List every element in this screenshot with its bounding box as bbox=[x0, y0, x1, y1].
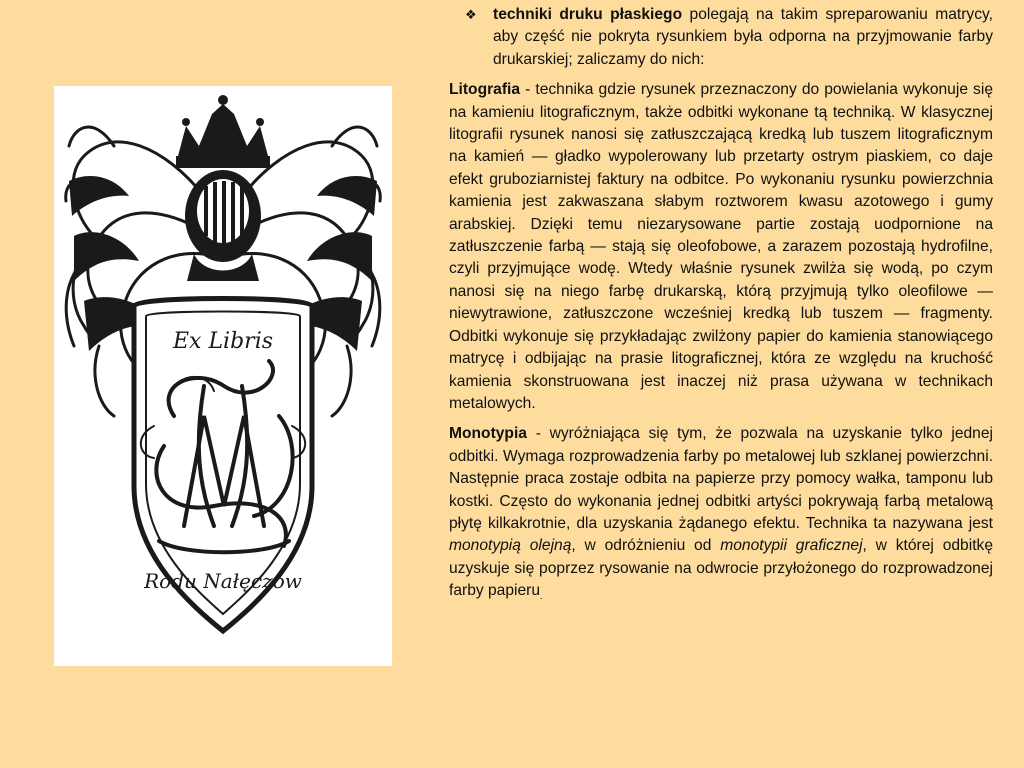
bullet-term: techniki druku płaskiego bbox=[493, 6, 683, 23]
monotype-text-3: , w której odbitkę uzyskuje się poprzez rysowanie na odwrocie przyłożonego do rozprowadzonej farby papieru bbox=[449, 537, 993, 600]
text-column bbox=[449, 4, 993, 616]
ex-libris-owner: Rodu Nałęczów bbox=[144, 569, 302, 593]
monotype-term: Monotypia bbox=[449, 425, 527, 443]
diamond-bullet-icon: ❖ bbox=[465, 7, 477, 22]
bullet-text: polegają na takim spreparowaniu matrycy, aby część nie pokryta rysunkiem była odporna na przyjmowanie farby drukarskiej; zaliczamy do nich: bbox=[493, 6, 993, 68]
monotype-italic-1: monotypią olejną bbox=[449, 537, 572, 555]
lithography-paragraph bbox=[449, 79, 993, 415]
monotype-text-2: , w odróżnieniu od bbox=[571, 537, 721, 555]
monotype-italic-2: monotypii graficznej bbox=[720, 537, 863, 555]
ex-libris-image bbox=[54, 86, 392, 666]
monotype-end-dot: . bbox=[540, 591, 543, 602]
lithography-text: - technika gdzie rysunek przeznaczony do powielania wykonuje się na kamieniu litograficznym, także odbitki wykonane tą techniką. W klasycznej litografii rysunek nanosi się zatłuszczającą kredką lub tuszem litograficznym na kamień — gładko wypolerowany lub przetarty ostrym piaskiem, co daje efekt gruboziarnistej faktury na odbitce. Po wykonaniu rysunku powierzchnia kamienia jest zakwaszana słabym roztworem kwasu azotowego i gumy arabskiej. Dzięki temu niezarysowane partie zostają uodpornione na zatłuszczenie farbą — stają się oleofobowe, a zarazem pozostają hydrofilne, czyli przyjmujące wodę. Wtedy właśnie rysunek zwilża się wodą, po czym nanosi się na niego farbę drukarską, którą przyjmują tylko oleofilowe — niewytrawione, zatłuszczone wcześniej kredką lub tuszem — fragmenty. Odbitki wykonuje się przykładając zwilżony papier do kamienia stanowiącego matrycę i odbijając na prasie litograficznej, która ze względu na kruchość kamienia skonstruowana jest inaczej niż prasa używana w technikach metalowych. bbox=[449, 81, 993, 412]
monotype-text-1: - wyróżniająca się tym, że pozwala na uzyskanie tylko jednej odbitki. Wymaga rozprowadzenia farby po metalowej lub szklanej powierzchni. Następnie praca zostaje odbita na papierze przy pomocy wałka, tamponu lub kostki. Często do wykonania jednej odbitki artyści pokrywają farbą metalową płytę kilkakrotnie, dla uzyskania żądanego efektu. Technika ta nazywana jest bbox=[449, 425, 993, 532]
ex-libris-title: Ex Libris bbox=[172, 329, 274, 354]
bullet-item bbox=[449, 4, 993, 71]
ex-libris-engraving bbox=[54, 86, 392, 666]
lithography-term: Litografia bbox=[449, 81, 521, 99]
monotype-paragraph bbox=[449, 423, 993, 607]
